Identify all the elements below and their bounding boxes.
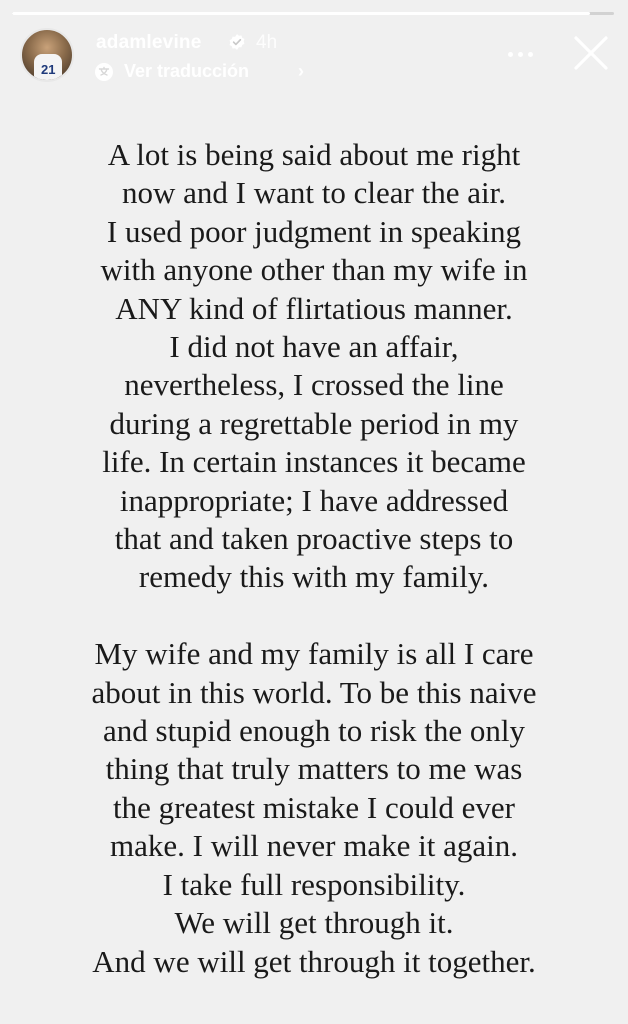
story-progress-fill	[12, 12, 590, 15]
statement-line: during a regrettable period in my	[109, 405, 519, 441]
statement-line: and stupid enough to risk the only	[103, 713, 525, 749]
statement-line: And we will get through it together.	[92, 943, 536, 979]
more-icon-dot	[518, 52, 523, 57]
statement-line: with anyone other than my wife in	[100, 252, 528, 288]
statement-line: that and taken proactive steps to	[114, 521, 514, 557]
statement-line: now and I want to clear the air.	[122, 175, 506, 211]
statement-line: life. In certain instances it became	[102, 444, 526, 480]
story-header	[20, 28, 614, 86]
verified-badge-icon	[228, 33, 246, 51]
avatar-jersey-number: 21	[41, 62, 56, 77]
statement-paragraph-1	[40, 136, 588, 597]
statement-line: I did not have an affair,	[169, 329, 459, 365]
statement-line: We will get through it.	[174, 905, 454, 941]
username[interactable]: adamlevine	[96, 32, 202, 53]
statement-line: I take full responsibility.	[162, 866, 466, 902]
chevron-right-icon: ›	[298, 61, 304, 81]
statement-line: inappropriate; I have addressed	[119, 482, 509, 518]
statement-line: the greatest mistake I could ever	[113, 789, 515, 825]
more-options-button[interactable]	[506, 42, 536, 66]
statement-line: A lot is being said about me right	[107, 137, 521, 172]
statement-line: about in this world. To be this naive	[91, 674, 537, 710]
statement-line: ANY kind of flirtatious manner.	[115, 290, 513, 326]
story-progress-bar	[12, 12, 614, 15]
more-icon	[508, 52, 513, 57]
statement-paragraph-2	[40, 635, 588, 981]
more-icon-dot	[528, 52, 533, 57]
translate-label: Ver traducción	[124, 61, 250, 81]
statement-line: nevertheless, I crossed the line	[124, 367, 504, 403]
translate-icon	[94, 62, 114, 82]
post-time: 4h	[256, 32, 278, 53]
story-statement	[40, 136, 588, 981]
statement-line: make. I will never make it again.	[109, 828, 518, 864]
statement-line: My wife and my family is all I care	[94, 636, 534, 672]
close-icon[interactable]	[568, 30, 614, 76]
statement-line: remedy this with my family.	[138, 559, 490, 595]
statement-line: I used poor judgment in speaking	[106, 213, 522, 249]
avatar[interactable]	[20, 28, 74, 82]
paragraph-spacer	[40, 597, 588, 635]
statement-line: thing that truly matters to me was	[105, 751, 523, 787]
